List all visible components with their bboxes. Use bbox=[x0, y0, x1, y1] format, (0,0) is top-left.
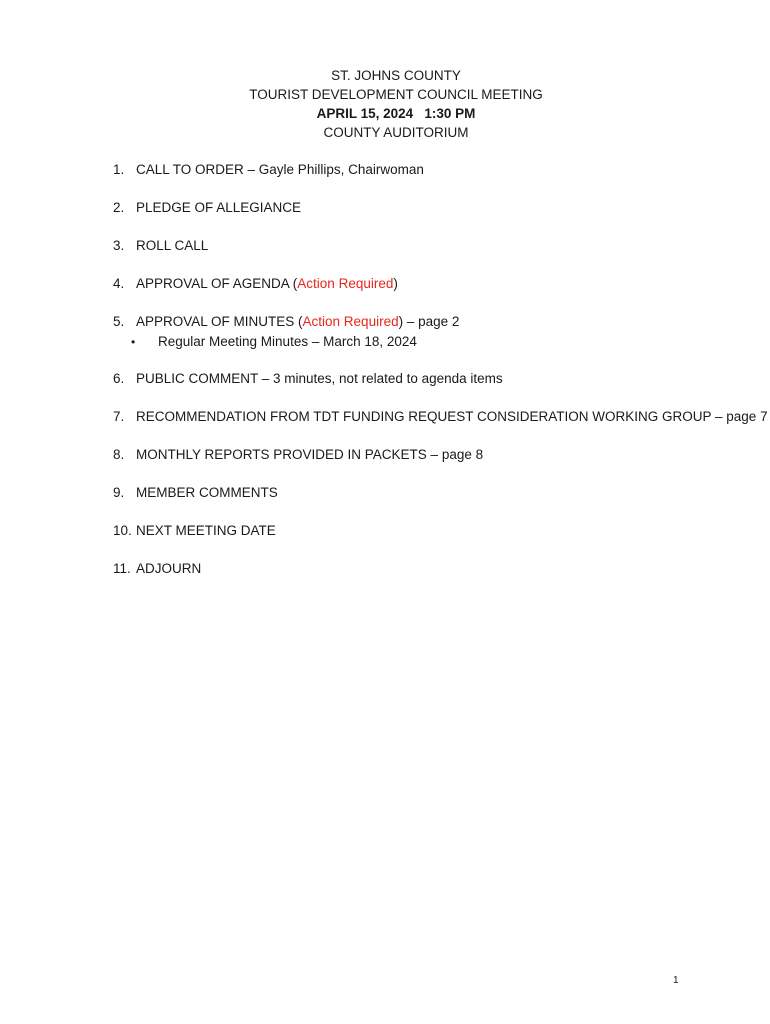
item-number: 6. bbox=[113, 371, 125, 386]
action-required-label: Action Required bbox=[302, 314, 399, 329]
item-text: PUBLIC COMMENT – 3 minutes, not related to agenda items bbox=[136, 371, 503, 386]
item-text: MEMBER COMMENTS bbox=[136, 485, 278, 500]
agenda-item-pledge bbox=[113, 198, 301, 217]
item-number: 4. bbox=[113, 276, 125, 291]
bullet-icon: • bbox=[131, 335, 136, 349]
item-text: MONTHLY REPORTS PROVIDED IN PACKETS – page 8 bbox=[136, 447, 484, 462]
agenda-item-monthly-reports bbox=[113, 445, 483, 464]
meeting-title: TOURIST DEVELOPMENT COUNCIL MEETING bbox=[249, 87, 543, 102]
item-number: 1. bbox=[113, 162, 125, 177]
agenda-item-adjourn bbox=[113, 559, 201, 578]
item-number: 2. bbox=[113, 200, 125, 215]
agenda-item-approval-of-agenda bbox=[113, 274, 398, 293]
item-number: 10. bbox=[113, 523, 132, 538]
item-number: 7. bbox=[113, 409, 125, 424]
page-number: 1 bbox=[673, 975, 679, 986]
agenda-subitem-regular-minutes bbox=[131, 332, 417, 352]
item-text-prefix: APPROVAL OF MINUTES ( bbox=[136, 314, 303, 329]
agenda-item-next-meeting bbox=[113, 521, 276, 540]
item-number: 8. bbox=[113, 447, 125, 462]
agenda-item-recommendation bbox=[113, 407, 768, 426]
agenda-item-approval-of-minutes bbox=[113, 312, 459, 331]
item-text: PLEDGE OF ALLEGIANCE bbox=[136, 200, 302, 215]
item-number: 5. bbox=[113, 314, 125, 329]
item-text: ROLL CALL bbox=[136, 238, 209, 253]
item-text: ADJOURN bbox=[136, 561, 202, 576]
meeting-date-time: APRIL 15, 2024 1:30 PM bbox=[316, 106, 476, 121]
item-number: 11. bbox=[113, 561, 131, 576]
item-text-suffix: ) bbox=[393, 276, 398, 291]
agenda-item-public-comment bbox=[113, 369, 503, 388]
agenda-item-member-comments bbox=[113, 483, 278, 502]
county-name: ST. JOHNS COUNTY bbox=[331, 68, 461, 83]
agenda-item-roll-call bbox=[113, 236, 208, 255]
item-number: 3. bbox=[113, 238, 125, 253]
agenda-item-call-to-order bbox=[113, 160, 424, 179]
subitem-text: Regular Meeting Minutes – March 18, 2024 bbox=[158, 334, 417, 349]
action-required-label: Action Required bbox=[297, 276, 394, 291]
item-number: 9. bbox=[113, 485, 125, 500]
item-text: NEXT MEETING DATE bbox=[136, 523, 276, 538]
item-text-suffix: ) – page 2 bbox=[398, 314, 460, 329]
meeting-location: COUNTY AUDITORIUM bbox=[323, 125, 469, 140]
item-text: RECOMMENDATION FROM TDT FUNDING REQUEST CONSIDERATION WORKING GROUP – page 7 bbox=[136, 409, 768, 424]
item-text: CALL TO ORDER – Gayle Phillips, Chairwoman bbox=[136, 162, 424, 177]
item-text-prefix: APPROVAL OF AGENDA ( bbox=[136, 276, 298, 291]
meeting-header bbox=[0, 66, 770, 142]
